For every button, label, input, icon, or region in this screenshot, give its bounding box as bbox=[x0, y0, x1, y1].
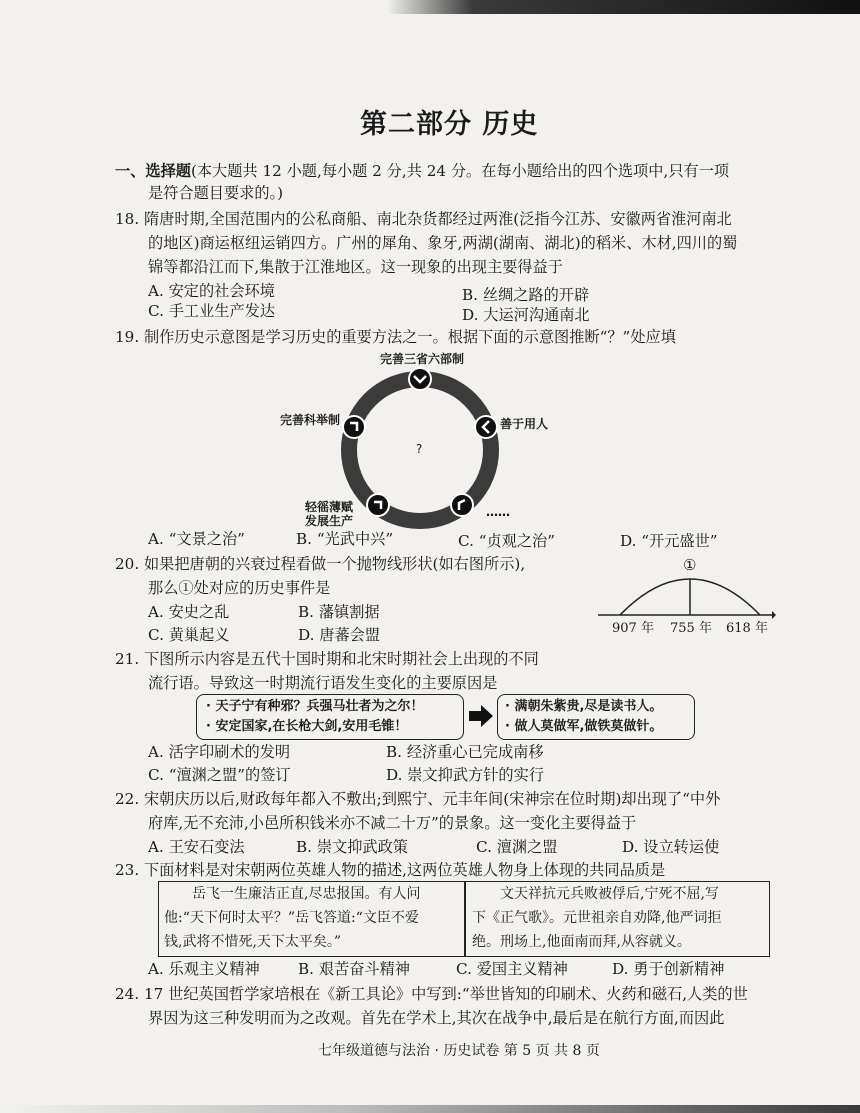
q21-option-c: C. “澶渊之盟”的签订 bbox=[148, 766, 291, 784]
q19-option-a: A. “文景之治” bbox=[148, 530, 245, 548]
q20-option-a: A. 安史之乱 bbox=[148, 603, 230, 621]
q19-option-c: C. “贞观之治” bbox=[458, 532, 556, 550]
diagram-label-bottom-left-1: 轻徭薄赋 bbox=[305, 500, 354, 514]
q22-option-a: A. 王安石变法 bbox=[148, 838, 245, 856]
q23-right-line-3: 绝。刑场上,他面南而拜,从容就义。 bbox=[472, 934, 691, 950]
q22-option-c: C. 澶渊之盟 bbox=[476, 838, 558, 856]
q23-right-line-2: 下《正气歌》。元世祖亲自劝降,他严词拒 bbox=[472, 910, 722, 926]
q23-line-1: 23. 下面材料是对宋朝两位英雄人物的描述,这两位英雄人物身上体现的共同品质是 bbox=[115, 861, 666, 879]
q21-option-d: D. 崇文抑武方针的实行 bbox=[386, 766, 544, 784]
q18-line-1: 18. 隋唐时期,全国范围内的公私商船、南北杂货都经过两淮(泛指今江苏、安徽两省淮河南北 bbox=[115, 210, 732, 228]
q20-option-b: B. 藩镇割据 bbox=[298, 603, 380, 621]
q20-option-c: C. 黄巢起义 bbox=[148, 626, 230, 644]
cycle-node-left bbox=[343, 416, 365, 438]
scan-edge-top bbox=[0, 0, 860, 14]
q21-line-1: 21. 下图所示内容是五代十国时期和北宋时期社会上出现的不同 bbox=[115, 650, 539, 668]
q23-option-b: B. 艰苦奋斗精神 bbox=[298, 960, 410, 978]
q21-option-b: B. 经济重心已完成南移 bbox=[386, 743, 544, 761]
cycle-node-top bbox=[409, 368, 431, 390]
section-desc-1: (本大题共 12 小题,每小题 2 分,共 24 分。在每小题给出的四个选项中,只有一项 bbox=[190, 162, 730, 180]
q22-line-2: 府库,无不充沛,小邑所积钱米亦不减二十万”的景象。这一变化主要得益于 bbox=[148, 814, 637, 832]
q18-line-2: 的地区)商运枢纽运销四方。广州的犀角、象牙,两湖(湖南、湖北)的稻米、木材,四川的蜀 bbox=[148, 234, 738, 252]
q23-left-line-1: 岳飞一生廉洁正直,尽忠报国。有人问 bbox=[192, 886, 421, 902]
section-heading bbox=[115, 160, 729, 182]
q21-box-right-text bbox=[505, 697, 662, 737]
graph-peak-label: ① bbox=[683, 556, 697, 574]
cycle-node-bottom-left bbox=[367, 494, 389, 516]
diagram-label-bottom-right: …… bbox=[486, 505, 510, 519]
q21-option-a: A. 活字印刷术的发明 bbox=[148, 743, 291, 761]
graph-x-label-618: 618 年 bbox=[726, 621, 768, 636]
diagram-center-question: ? bbox=[416, 442, 423, 456]
q22-line-1: 22. 宋朝庆历以后,财政每年都入不敷出;到熙宁、元丰年间(宋神宗在位时期)却出现了“中外 bbox=[115, 790, 721, 808]
q23-option-c: C. 爱国主义精神 bbox=[456, 960, 568, 978]
diagram-label-top: 完善三省六部制 bbox=[380, 352, 465, 366]
cycle-node-right bbox=[475, 416, 497, 438]
page-footer: 七年级道德与法治 · 历史试卷 第 5 页 共 8 页 bbox=[318, 1043, 600, 1059]
q24-line-2: 界因为这三种发明而为之改观。首先在学术上,其次在战争中,最后是在航行方面,而因此 bbox=[148, 1009, 725, 1027]
arrow-right-icon bbox=[468, 704, 494, 732]
q20-line-1: 20. 如果把唐朝的兴衰过程看做一个抛物线形状(如右图所示), bbox=[115, 555, 526, 573]
q21-line-2: 流行语。导致这一时期流行语发生变化的主要原因是 bbox=[148, 674, 498, 692]
q22-option-b: B. 崇文抑武政策 bbox=[296, 838, 408, 856]
q19-option-b: B. “光武中兴” bbox=[296, 530, 394, 548]
q23-left-line-2: 他:“天下何时太平？”岳飞答道:“文臣不爱 bbox=[164, 910, 419, 926]
q18-option-c: C. 手工业生产发达 bbox=[148, 302, 276, 320]
page-title: 第二部分 历史 bbox=[360, 109, 539, 140]
q21-box-left-line-1: · 天子宁有种邪？兵强马壮者为之尔！ bbox=[206, 699, 424, 714]
q18-option-b: B. 丝绸之路的开辟 bbox=[462, 286, 590, 304]
q23-left-cell bbox=[164, 882, 420, 954]
q19-option-d: D. “开元盛世” bbox=[620, 532, 718, 550]
q18-line-3: 锦等都沿江而下,集散于江淮地区。这一现象的出现主要得益于 bbox=[148, 258, 563, 276]
q23-right-line-1: 文天祥抗元兵败被俘后,宁死不屈,写 bbox=[500, 886, 719, 902]
diagram-label-bottom-left bbox=[305, 500, 353, 528]
q20-option-d: D. 唐蕃会盟 bbox=[298, 626, 381, 644]
section-desc-2: 是符合题目要求的。) bbox=[148, 184, 284, 202]
q21-box-left-text bbox=[206, 697, 423, 737]
q21-box-right-line-1: · 满朝朱紫贵,尽是读书人。 bbox=[505, 699, 663, 714]
section-label: 一、选择题 bbox=[115, 162, 191, 180]
diagram-label-bottom-left-2: 发展生产 bbox=[305, 514, 354, 528]
q22-option-d: D. 设立转运使 bbox=[622, 838, 720, 856]
q23-table-divider bbox=[464, 881, 466, 957]
q23-right-cell bbox=[472, 882, 721, 954]
graph-x-label-907: 907 年 bbox=[612, 621, 654, 636]
graph-x-label-755: 755 年 bbox=[670, 621, 712, 636]
q18-option-d: D. 大运河沟通南北 bbox=[462, 306, 590, 324]
q18-option-a: A. 安定的社会环境 bbox=[148, 282, 275, 300]
diagram-label-left: 完善科举制 bbox=[280, 413, 341, 427]
scan-edge-bottom bbox=[0, 1105, 860, 1113]
cycle-node-bottom-right bbox=[451, 494, 473, 516]
graph-axis-arrow bbox=[772, 611, 776, 619]
q20-line-2: 那么①处对应的历史事件是 bbox=[148, 579, 331, 597]
q23-option-d: D. 勇于创新精神 bbox=[612, 960, 725, 978]
q21-box-left-line-2: · 安定国家,在长枪大剑,安用毛锥！ bbox=[206, 719, 408, 734]
q19-line-1: 19. 制作历史示意图是学习历史的重要方法之一。根据下面的示意图推断“？”处应填 bbox=[115, 328, 676, 346]
q21-box-right-line-2: · 做人莫做军,做铁莫做针。 bbox=[505, 719, 663, 734]
q23-option-a: A. 乐观主义精神 bbox=[148, 960, 260, 978]
q23-left-line-3: 钱,武将不惜死,天下太平矣。” bbox=[164, 934, 342, 950]
diagram-label-right: 善于用人 bbox=[500, 417, 549, 431]
q24-line-1: 24. 17 世纪英国哲学家培根在《新工具论》中写到:“举世皆知的印刷术、火药和磁石,人类的世 bbox=[115, 985, 748, 1003]
